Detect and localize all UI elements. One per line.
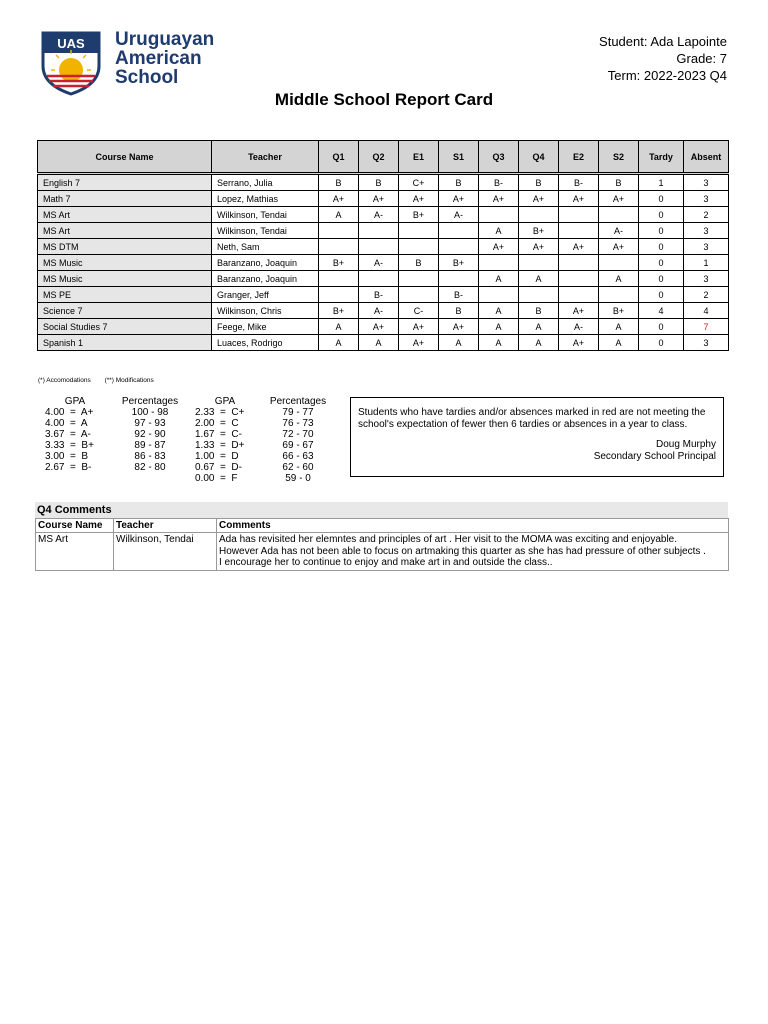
grade-cell: B+ [439, 255, 479, 271]
page-title: Middle School Report Card [274, 90, 494, 109]
comment-line: Ada has revisited her elemntes and principles of art . Her visit to the MOMA was exciting and enjoyable. [219, 534, 678, 545]
grades-header-row [38, 141, 729, 174]
teacher-cell: Serrano, Julia [212, 174, 319, 191]
comment-course-cell: MS Art [36, 533, 114, 571]
grade-cell: A+ [319, 191, 359, 207]
grade-cell [399, 239, 439, 255]
teacher-cell: Baranzano, Joaquin [212, 255, 319, 271]
grade-cell: B [519, 303, 559, 319]
grade-cell: A+ [599, 239, 639, 255]
grade-cell: 0 [639, 191, 684, 207]
teacher-cell: Luaces, Rodrigo [212, 335, 319, 351]
comment-teacher-cell: Wilkinson, Tendai [114, 533, 217, 571]
course-name-cell: MS Music [38, 271, 212, 287]
grade-row [38, 207, 729, 223]
grade-cell [439, 271, 479, 287]
grade-cell [559, 255, 599, 271]
teacher-cell: Baranzano, Joaquin [212, 271, 319, 287]
grade-cell: A [599, 271, 639, 287]
grade-cell [319, 239, 359, 255]
school-name-line-2: American [115, 48, 202, 69]
grade-cell: A+ [359, 191, 399, 207]
grade-cell [559, 223, 599, 239]
course-name-cell: Spanish 1 [38, 335, 212, 351]
course-name-cell: MS PE [38, 287, 212, 303]
course-name-cell: MS Art [38, 223, 212, 239]
grade-cell: C+ [399, 174, 439, 191]
grade-cell: A [319, 207, 359, 223]
grade-cell: A [479, 271, 519, 287]
school-crest-icon [39, 30, 103, 96]
signer-name: Doug Murphy [655, 439, 716, 450]
comment-text-cell [217, 533, 729, 571]
pct-values-right: 79 - 77 76 - 73 72 - 70 69 - 67 66 - 63 62 - 60 59 - 0 [282, 407, 314, 484]
grade-cell: B [359, 174, 399, 191]
grade-cell: C- [399, 303, 439, 319]
grade-cell: B [599, 174, 639, 191]
grade-cell: B [439, 174, 479, 191]
grade-cell: A+ [399, 191, 439, 207]
course-name-cell: Math 7 [38, 191, 212, 207]
grade-cell: B [399, 255, 439, 271]
column-header: E2 [559, 141, 599, 174]
grade-cell: 0 [639, 239, 684, 255]
grade-cell: 0 [639, 335, 684, 351]
grade-cell: A+ [559, 303, 599, 319]
grade-row [38, 174, 729, 191]
grades-table [37, 140, 729, 351]
course-name-cell: MS Art [38, 207, 212, 223]
gpa-values-left: 4.00 = A+ 4.00 = A 3.67 = A- 3.33 = B+ 3.00 = B 2.67 = B- [45, 407, 94, 473]
grade-cell: A- [359, 207, 399, 223]
grade-cell: B+ [599, 303, 639, 319]
grade-cell: 0 [639, 207, 684, 223]
grade-cell: B- [439, 287, 479, 303]
grade-cell [519, 287, 559, 303]
grade-cell: A [479, 335, 519, 351]
grade-cell: 3 [684, 191, 729, 207]
grade-cell: A- [439, 207, 479, 223]
pct-values-left: 100 - 98 97 - 93 92 - 90 89 - 87 86 - 83 82 - 80 [131, 407, 169, 473]
comment-row [36, 533, 729, 571]
grade-cell: A+ [519, 239, 559, 255]
grade-cell: A [519, 319, 559, 335]
column-header: Teacher [212, 141, 319, 174]
grade-cell [599, 207, 639, 223]
comments-header-row [36, 519, 729, 533]
grade-row [38, 255, 729, 271]
grade-cell: B [519, 174, 559, 191]
teacher-cell: Granger, Jeff [212, 287, 319, 303]
grade-cell: A+ [559, 239, 599, 255]
comment-line: I encourage her to continue to enjoy and make art in and outside the class.. [219, 557, 553, 568]
gpa-header: GPA [214, 396, 236, 407]
grade-cell [359, 223, 399, 239]
grade-row [38, 335, 729, 351]
teacher-cell: Wilkinson, Tendai [212, 207, 319, 223]
grade-cell [359, 239, 399, 255]
school-name-line-1: Uruguayan [115, 29, 215, 50]
grade-cell: A- [599, 223, 639, 239]
grade-cell: A+ [399, 319, 439, 335]
column-header: Course Name [38, 141, 212, 174]
grade-cell: B+ [319, 303, 359, 319]
grade-row [38, 287, 729, 303]
grade-cell: A [599, 335, 639, 351]
grade-cell [519, 255, 559, 271]
grade-cell [479, 207, 519, 223]
grade-cell: A [319, 319, 359, 335]
grade-cell: A [599, 319, 639, 335]
grade-cell: 0 [639, 271, 684, 287]
grade-cell: A [519, 271, 559, 287]
course-name-cell: English 7 [38, 174, 212, 191]
grade-cell: A+ [519, 191, 559, 207]
grade-cell: B+ [399, 207, 439, 223]
grade-cell: A [359, 335, 399, 351]
grade-cell: 4 [639, 303, 684, 319]
column-header: Q3 [479, 141, 519, 174]
teacher-cell: Feege, Mike [212, 319, 319, 335]
grade-cell: 3 [684, 223, 729, 239]
pct-scale-right [266, 396, 330, 484]
grade-cell [439, 223, 479, 239]
column-header: Absent [684, 141, 729, 174]
grade-cell: A- [359, 303, 399, 319]
student-grade: Grade: 7 [676, 51, 727, 66]
grade-cell: A+ [599, 191, 639, 207]
pct-header: Percentages [269, 396, 327, 407]
grade-row [38, 303, 729, 319]
grade-cell: 0 [639, 319, 684, 335]
course-name-cell: Science 7 [38, 303, 212, 319]
grade-cell [559, 271, 599, 287]
modifications-note: (**) Modifications [104, 377, 154, 384]
grade-cell: 0 [639, 287, 684, 303]
logo-initials: UAS [57, 36, 85, 51]
grade-cell [399, 287, 439, 303]
grade-cell: A [479, 319, 519, 335]
grade-cell: A+ [559, 335, 599, 351]
course-name-cell: Social Studies 7 [38, 319, 212, 335]
grade-cell [559, 207, 599, 223]
grade-cell: A [479, 303, 519, 319]
grade-cell: A [439, 335, 479, 351]
grade-cell: 3 [684, 271, 729, 287]
grade-cell: 3 [684, 335, 729, 351]
student-term: Term: 2022-2023 Q4 [607, 68, 727, 83]
grade-cell [559, 287, 599, 303]
column-header: Q2 [359, 141, 399, 174]
grade-cell: 4 [684, 303, 729, 319]
grade-cell [319, 287, 359, 303]
gpa-values-right: 2.33 = C+ 2.00 = C 1.67 = C- 1.33 = D+ 1.00 = D 0.67 = D- 0.00 = F [195, 407, 245, 484]
course-name-cell: MS Music [38, 255, 212, 271]
teacher-cell: Neth, Sam [212, 239, 319, 255]
grade-row [38, 191, 729, 207]
grade-cell [599, 255, 639, 271]
student-name: Student: Ada Lapointe [599, 34, 727, 49]
column-header: Tardy [639, 141, 684, 174]
grade-row [38, 271, 729, 287]
grade-cell: A+ [439, 319, 479, 335]
grade-cell: B [319, 174, 359, 191]
notice-signature [358, 439, 716, 463]
grade-cell [359, 271, 399, 287]
grade-cell [399, 271, 439, 287]
grade-cell: 3 [684, 174, 729, 191]
grade-cell [519, 207, 559, 223]
column-header: Q4 [519, 141, 559, 174]
comments-column-header: Course Name [36, 519, 114, 533]
student-info [599, 33, 727, 84]
pct-header: Percentages [121, 396, 179, 407]
grade-cell [439, 239, 479, 255]
grade-cell [319, 223, 359, 239]
grade-cell [599, 287, 639, 303]
grade-cell: B+ [519, 223, 559, 239]
grade-cell: A+ [479, 191, 519, 207]
grade-row [38, 223, 729, 239]
grade-cell: 0 [639, 223, 684, 239]
notice-text: Students who have tardies and/or absences marked in red are not meeting the school's expectation of fewer then 6 tardies or absences in a year to class. [358, 407, 706, 430]
gpa-scale-left [45, 396, 105, 473]
footnotes [38, 377, 166, 384]
signer-title: Secondary School Principal [593, 451, 716, 462]
comments-column-header: Comments [217, 519, 729, 533]
grade-cell: A+ [559, 191, 599, 207]
school-name-line-3: School [115, 67, 179, 88]
gpa-header: GPA [64, 396, 86, 407]
grade-cell [399, 223, 439, 239]
comments-section-title: Q4 Comments [35, 502, 728, 518]
grade-cell: B [439, 303, 479, 319]
grade-cell: 2 [684, 207, 729, 223]
teacher-cell: Wilkinson, Tendai [212, 223, 319, 239]
grade-cell: B+ [319, 255, 359, 271]
column-header: E1 [399, 141, 439, 174]
grade-row [38, 319, 729, 335]
grade-cell: A [479, 223, 519, 239]
grade-cell: 1 [639, 174, 684, 191]
grade-cell: A- [359, 255, 399, 271]
comment-line: However Ada has not been able to focus on artmaking this quarter as she has had pressure of other subjects . [219, 545, 706, 557]
column-header: S2 [599, 141, 639, 174]
comments-column-header: Teacher [114, 519, 217, 533]
grade-cell: A- [559, 319, 599, 335]
grade-cell: A+ [399, 335, 439, 351]
grade-cell: A [519, 335, 559, 351]
column-header: S1 [439, 141, 479, 174]
pct-scale-left [118, 396, 182, 473]
teacher-cell: Wilkinson, Chris [212, 303, 319, 319]
grade-cell: B- [559, 174, 599, 191]
school-logo [39, 30, 239, 96]
attendance-notice [350, 397, 724, 477]
school-name [115, 30, 214, 87]
grade-cell: B- [479, 174, 519, 191]
grade-cell: A+ [439, 191, 479, 207]
grade-cell: 7 [684, 319, 729, 335]
grade-cell: 0 [639, 255, 684, 271]
grade-cell: 2 [684, 287, 729, 303]
grade-row [38, 239, 729, 255]
grade-cell: A+ [479, 239, 519, 255]
grade-cell: A+ [359, 319, 399, 335]
column-header: Q1 [319, 141, 359, 174]
gpa-scale-right [195, 396, 255, 484]
grade-cell: A [319, 335, 359, 351]
grade-cell [319, 271, 359, 287]
teacher-cell: Lopez, Mathias [212, 191, 319, 207]
comments-table [35, 518, 729, 571]
grade-cell: 1 [684, 255, 729, 271]
grade-cell: 3 [684, 239, 729, 255]
grade-cell [479, 287, 519, 303]
course-name-cell: MS DTM [38, 239, 212, 255]
grade-cell [479, 255, 519, 271]
accommodations-note: (*) Accomodations [38, 377, 91, 384]
grade-cell: B- [359, 287, 399, 303]
